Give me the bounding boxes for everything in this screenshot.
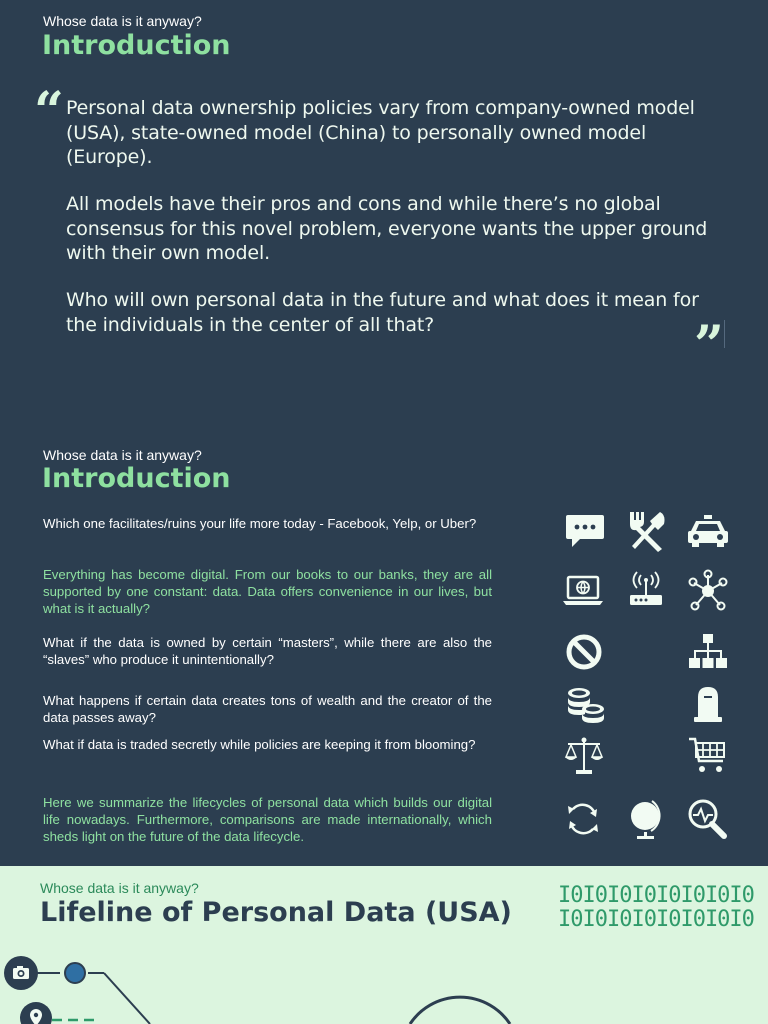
quote-divider (724, 320, 725, 348)
open-quote-icon: “ (34, 81, 64, 142)
quote-paragraph-3: Who will own personal data in the future and what does it mean for the individuals in the center of all that? (66, 289, 699, 336)
tombstone-icon (686, 683, 730, 727)
question-item: What if the data is owned by certain “masters”, while there are also the “slaves” who produce it unintentionally? (43, 635, 492, 668)
globe-icon (624, 797, 668, 841)
section-title: Lifeline of Personal Data (USA) (40, 897, 512, 928)
section-kicker: Whose data is it anyway? (43, 447, 202, 463)
chat-bubble-icon (563, 508, 607, 552)
location-pin-icon (20, 1002, 52, 1024)
shopping-cart-icon (686, 734, 730, 778)
question-item: What if data is traded secretly while policies are keeping it from blooming? (43, 737, 476, 752)
refresh-icon (561, 797, 605, 841)
taxi-icon (686, 508, 730, 552)
question-item: Which one facilitates/ruins your life more today - Facebook, Yelp, or Uber? (43, 516, 477, 531)
lifeline-timeline (0, 940, 768, 1024)
fork-knife-icon (624, 508, 668, 552)
network-hub-icon (686, 569, 730, 613)
magnifier-pulse-icon (686, 797, 730, 841)
question-item: Here we summarize the lifecycles of personal data which builds our digital life nowadays. Furthermore, comparisons are made internationally, which sheds light on the future of the data lifecycle. (43, 795, 492, 845)
laptop-globe-icon (561, 569, 605, 613)
section-title: Introduction (42, 30, 231, 61)
org-chart-icon (686, 630, 730, 674)
quote-paragraph-2: All models have their pros and cons and while there’s no global consensus for this novel problem, everyone wants the upper ground with their own model. (66, 193, 708, 264)
quote-paragraph-1: Personal data ownership policies vary from company-owned model (USA), state-owned model (China) to personally owned model (Europe). (66, 97, 695, 168)
coins-icon (563, 683, 607, 727)
question-item: Everything has become digital. From our books to our banks, they are all supported by one constant: data. Data offers convenience in our lives, but what is it actually? (43, 567, 492, 617)
question-item: What happens if certain data creates tons of wealth and the creator of the data passes away? (43, 693, 492, 726)
section-title: Introduction (42, 463, 231, 494)
prohibited-icon (562, 630, 606, 674)
binary-line: I0I0I0I0I0I0I0I0 (558, 907, 754, 932)
router-icon (624, 569, 668, 613)
section-kicker: Whose data is it anyway? (43, 13, 202, 29)
binary-line: I0I0I0I0I0I0I0I0 (558, 883, 754, 908)
scales-icon (562, 734, 606, 778)
close-quote-icon: ” (694, 315, 724, 376)
section-kicker: Whose data is it anyway? (40, 880, 199, 896)
camera-icon (4, 956, 38, 990)
